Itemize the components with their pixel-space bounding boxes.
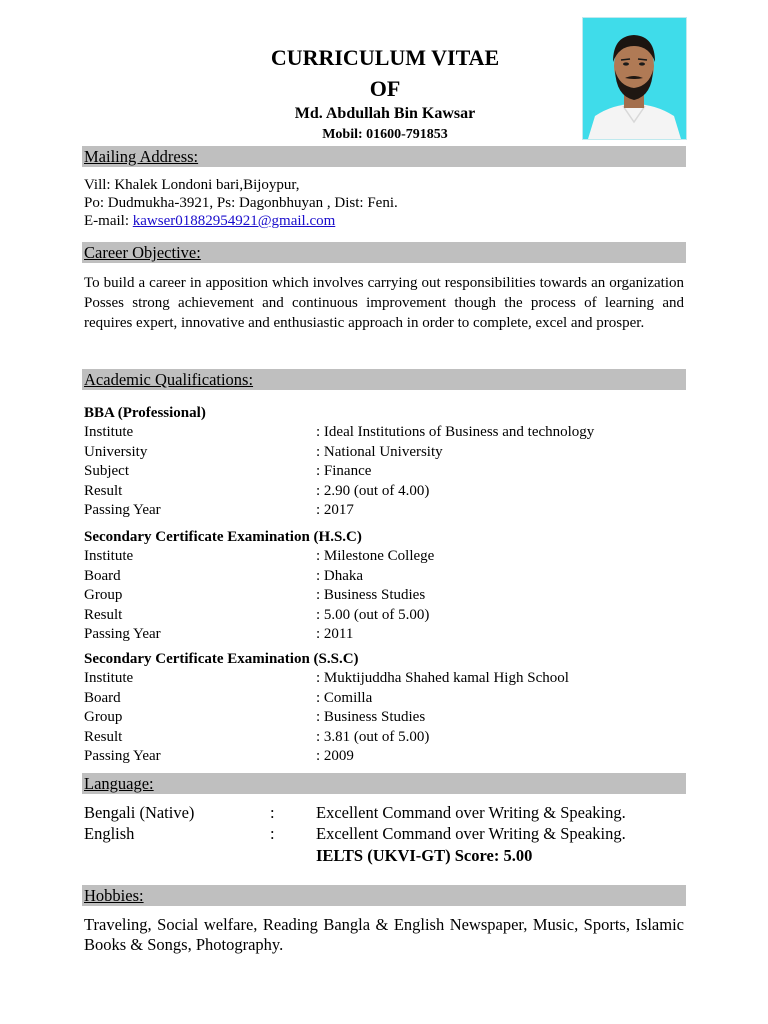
hsc-value: : Dhaka (316, 567, 364, 584)
email-line (84, 212, 335, 231)
ssc-row (84, 708, 684, 728)
ssc-value: : 3.81 (out of 5.00) (316, 728, 430, 745)
ssc-row (84, 669, 684, 689)
cv-title: CURRICULUM VITAE (270, 45, 500, 70)
mailing-address-heading-text: Mailing Address: (84, 147, 199, 166)
language-proficiency: Excellent Command over Writing & Speaking. (316, 803, 626, 822)
ssc-value: : Muktijuddha Shahed kamal High School (316, 670, 569, 686)
ssc-value: : 2009 (316, 748, 354, 765)
ssc-label: Group (84, 709, 123, 726)
hsc-row (84, 606, 684, 626)
bba-heading: BBA (Professional) (84, 405, 206, 421)
hobbies-text: Traveling, Social welfare, Reading Bangla & English Newspaper, Music, Sports, Islamic Books & Songs, Photography. (84, 915, 684, 954)
hsc-label: Institute (84, 548, 134, 564)
hobbies-heading-text: Hobbies: (84, 886, 144, 905)
cv-title-of: OF (369, 76, 401, 101)
hsc-value: : Milestone College (316, 548, 435, 564)
ssc-label: Board (84, 689, 121, 706)
bba-row (84, 501, 684, 521)
bba-value: : 2017 (316, 502, 354, 519)
ielts-score: IELTS (UKVI-GT) Score: 5.00 (316, 846, 533, 865)
career-objective-heading (82, 242, 686, 263)
bba-row (84, 443, 684, 463)
hsc-row (84, 625, 684, 645)
bba-row (84, 462, 684, 482)
bba-row (84, 482, 684, 502)
ssc-row (84, 689, 684, 709)
hsc-label: Result (84, 606, 123, 623)
hsc-label: Group (84, 587, 123, 604)
hobbies-heading (82, 885, 686, 906)
language-colon: : (270, 803, 275, 822)
ssc-heading: Secondary Certificate Examination (S.S.C) (84, 651, 359, 667)
language-proficiency: Excellent Command over Writing & Speaking. (316, 824, 626, 843)
academic-qualifications-heading (82, 369, 686, 390)
ssc-label: Result (84, 728, 123, 745)
language-heading-text: Language: (84, 774, 154, 793)
hsc-label: Board (84, 567, 121, 584)
email-link[interactable]: kawser01882954921@gmail.com (132, 213, 336, 229)
ssc-value: : Comilla (316, 689, 373, 706)
hsc-row (84, 547, 684, 567)
bba-value: : National University (316, 443, 443, 460)
bba-label: Institute (84, 424, 134, 440)
bba-label: Passing Year (84, 502, 161, 519)
bba-row (84, 423, 684, 443)
bba-label: Result (84, 482, 123, 499)
ssc-label: Institute (84, 670, 134, 686)
hsc-value: : 2011 (316, 626, 354, 643)
bba-value: : Finance (316, 463, 372, 480)
bba-label: Subject (84, 463, 129, 480)
hsc-heading: Secondary Certificate Examination (H.S.C) (84, 529, 362, 545)
bba-value: : Ideal Institutions of Business and technology (316, 424, 595, 440)
hsc-value: : 5.00 (out of 5.00) (316, 606, 430, 623)
hsc-value: : Business Studies (316, 587, 426, 604)
career-objective-heading-text: Career Objective: (84, 243, 201, 262)
language-item (84, 802, 684, 823)
ssc-label: Passing Year (84, 748, 161, 765)
mobile-number: Mobil: 01600-791853 (322, 127, 448, 142)
hsc-row (84, 567, 684, 587)
career-objective-text: To build a career in apposition which involves carrying out responsibilities towards an organization Posses strong achievement and continuous improvement though the process of learning and requires expert, innovative and enthusiastic approach in order to complete, excel and prosper. (84, 275, 684, 331)
language-item (84, 823, 684, 844)
ssc-row (84, 728, 684, 748)
language-heading (82, 773, 686, 794)
hsc-label: Passing Year (84, 626, 161, 643)
portrait-image (583, 18, 686, 139)
language-name: Bengali (Native) (84, 803, 195, 822)
email-label: E-mail: (84, 213, 133, 229)
address-line-1: Vill: Khalek Londoni bari,Bijoypur, (84, 177, 300, 193)
language-name: English (84, 824, 135, 843)
ssc-value: : Business Studies (316, 709, 426, 726)
profile-photo (582, 17, 687, 140)
bba-label: University (84, 443, 148, 460)
mailing-address-heading (82, 146, 686, 167)
hsc-row (84, 586, 684, 606)
address-line-2: Po: Dudmukha-3921, Ps: Dagonbhuyan , Dist: Feni. (84, 195, 398, 211)
ssc-row (84, 747, 684, 767)
academic-qualifications-heading-text: Academic Qualifications: (84, 370, 254, 389)
applicant-name: Md. Abdullah Bin Kawsar (294, 105, 476, 122)
bba-value: : 2.90 (out of 4.00) (316, 482, 430, 499)
language-colon: : (270, 824, 275, 843)
